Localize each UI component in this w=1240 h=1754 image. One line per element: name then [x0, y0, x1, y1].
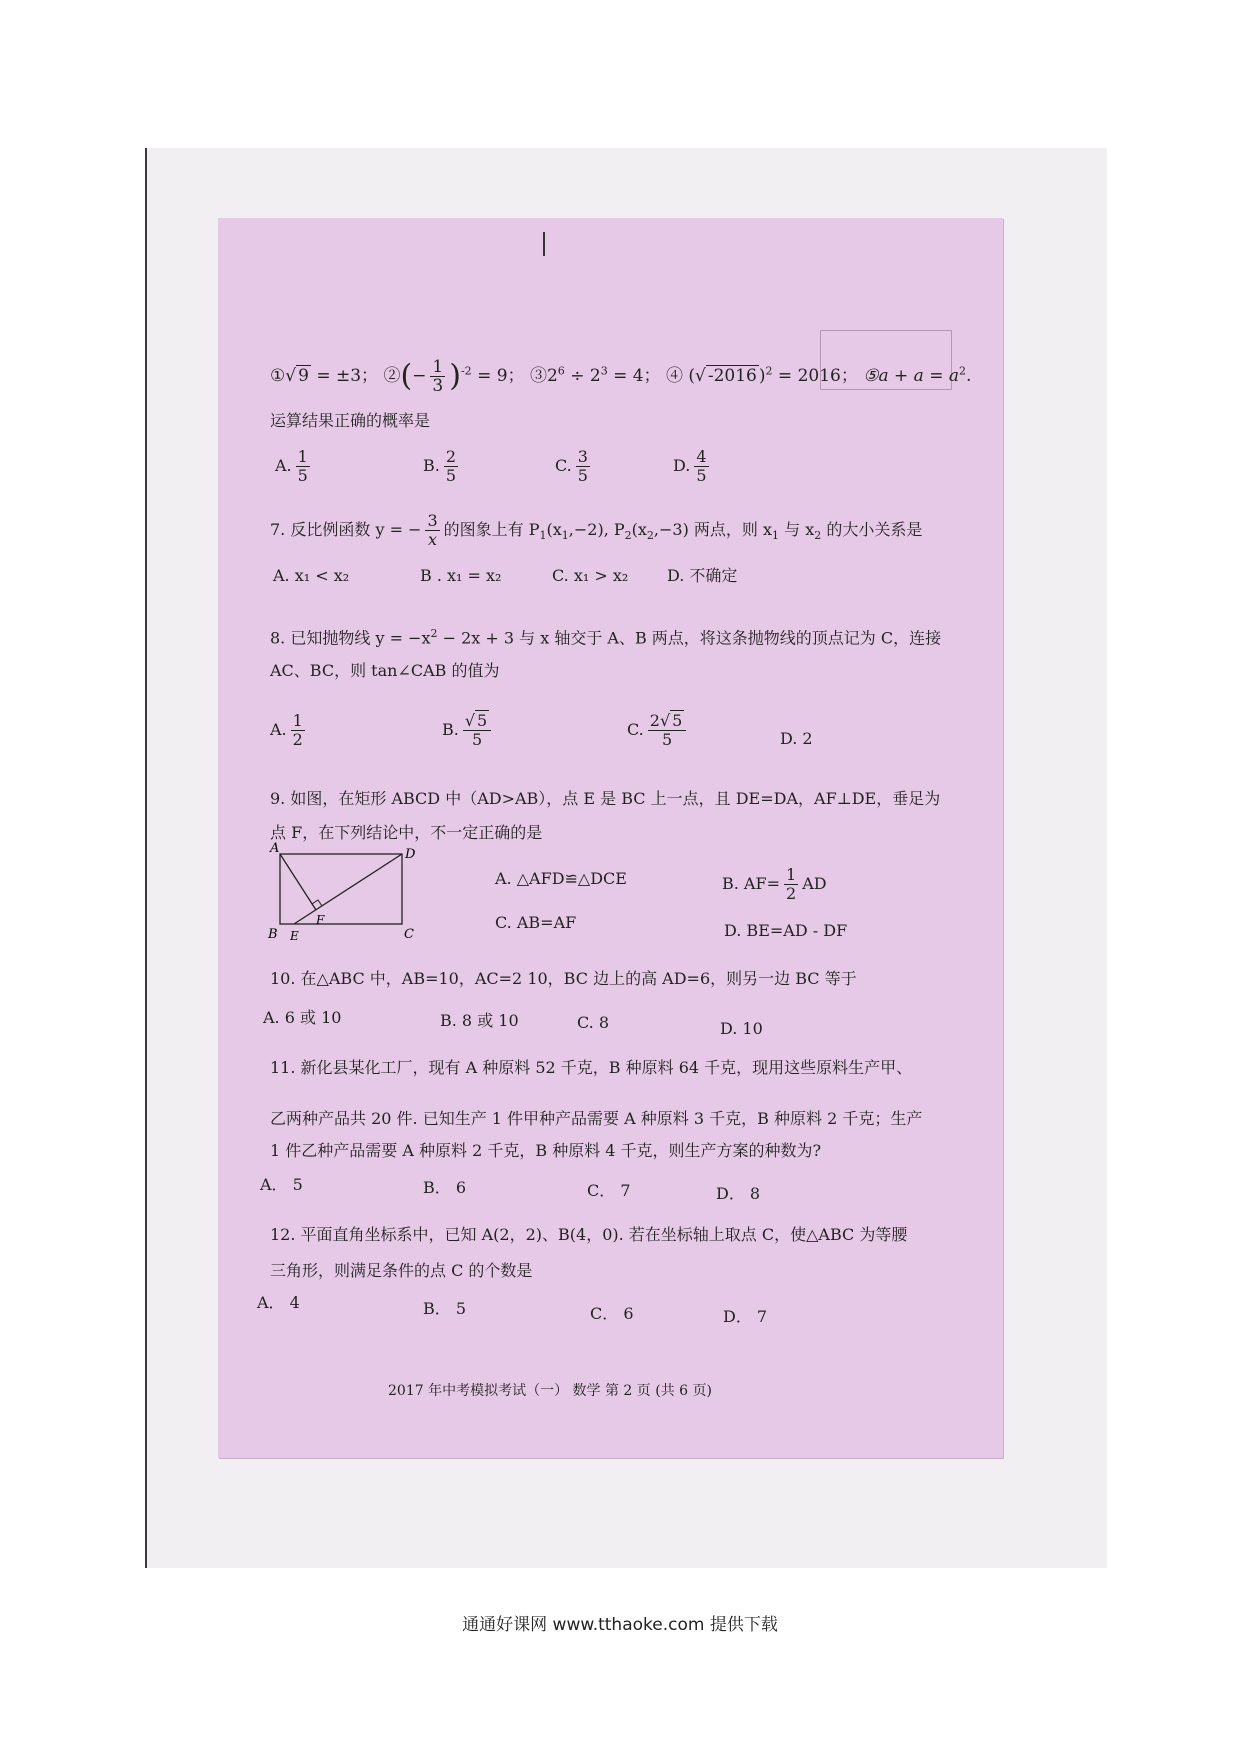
q9-line-2: 点 F，在下列结论中，不一定正确的是 [270, 823, 543, 842]
label-a: A [270, 841, 280, 856]
q8-line-2: AC、BC，则 tan∠CAB 的值为 [270, 661, 500, 680]
q6-question: 运算结果正确的概率是 [270, 411, 431, 430]
label-d: D [405, 847, 416, 862]
q7-question: 7. 反比例函数 y = − $\frac{3}{x}$ 的图象上有 $P_1(x_1,-2)$, $P_2(x_2,-3)$ 两点，则 $x_1$ 与 $x_2$ 的大小关系是 [270, 511, 923, 549]
q9-rectangle-figure [262, 840, 422, 940]
segment-de [294, 854, 402, 924]
q12-option-a: A． 4 [257, 1293, 300, 1312]
q12-line-1: 12. 平面直角坐标系中，已知 A(2，2)、B(4，0). 若在坐标轴上取点 C，使△ABC 为等腰 [270, 1225, 908, 1244]
q12-line-2: 三角形，则满足条件的点 C 的个数是 [270, 1261, 533, 1280]
q11-option-d: D． 8 [716, 1184, 761, 1203]
q8-option-c: C. $\frac{2√ 5}{5}$ [627, 712, 690, 749]
q7-option-a: A. x₁ < x₂ [273, 566, 350, 585]
q9-option-b: B. AF= $\frac{1}{2}$ AD [722, 865, 827, 903]
label-b: B [268, 927, 278, 940]
page-footer: 2017 年中考模拟考试（一） 数学 第 2 页 (共 6 页) [388, 1383, 712, 1399]
q7-option-c: C. x₁ > x₂ [552, 566, 629, 585]
q10-option-d: D. 10 [720, 1019, 763, 1038]
q8-option-a: A. $\frac{1}{2}$ [270, 711, 303, 749]
q6-option-d: D. $\frac{4}{5}$ [673, 447, 707, 485]
q8-line-1: 8. 已知抛物线 $y = -x^2 - 2x + 3$ 与 x 轴交于 A、B 两点，将这条抛物线的顶点记为 C，连接 [270, 627, 942, 648]
q11-option-c: C． 7 [587, 1181, 631, 1200]
q10-option-b: B. 8 或 10 [440, 1011, 519, 1030]
q12-option-d: D． 7 [723, 1307, 768, 1326]
q6-option-b: B. $\frac{2}{5}$ [423, 447, 457, 485]
q9-option-c: C. AB=AF [495, 913, 577, 932]
q10-option-c: C. 8 [577, 1013, 610, 1032]
q9-option-d: D. BE=AD - DF [724, 921, 848, 940]
q11-option-a: A． 5 [260, 1175, 303, 1194]
label-e: E [290, 929, 299, 940]
label-f: F [316, 913, 325, 927]
download-credit: 通通好课网 www.tthaoke.com 提供下载 [462, 1615, 778, 1635]
q7-option-b: B . x₁ = x₂ [420, 566, 502, 585]
fold-mark [543, 232, 545, 256]
q9-line-1: 9. 如图，在矩形 ABCD 中（AD>AB），点 E 是 BC 上一点，且 DE=DA，AF⊥DE，垂足为 [270, 789, 941, 808]
q6-option-c: C. $\frac{3}{5}$ [555, 447, 588, 485]
segment-af [280, 854, 316, 910]
q11-line-3: 1 件乙种产品需要 A 种原料 2 千克，B 种原料 4 千克，则生产方案的种数为? [270, 1141, 822, 1160]
q11-line-2: 乙两种产品共 20 件. 已知生产 1 件甲种产品需要 A 种原料 3 千克，B 种原料 2 千克；生产 [270, 1109, 923, 1128]
q10-question: 10. 在△ABC 中，AB=10，AC=2 10，BC 边上的高 AD=6，则另一边 BC 等于 [270, 969, 857, 988]
q11-option-b: B． 6 [423, 1178, 467, 1197]
label-c: C [404, 927, 414, 940]
q12-option-b: B． 5 [423, 1299, 467, 1318]
rectangle-abcd [280, 854, 402, 924]
q6-option-a: A. $\frac{1}{5}$ [275, 447, 308, 485]
q10-option-a: A. 6 或 10 [263, 1008, 342, 1027]
q6-expression: ①√ 9 = ±3； ②(− $\frac{1}{3}$ )$^{-2}$ = 9； $③2^6 \div 2^3 = 4$； ④ (√ -2016 )$^2$ = 2016； ⑤a + $a = a^2$. [270, 357, 972, 396]
q11-line-1: 11. 新化县某化工厂，现有 A 种原料 52 千克，B 种原料 64 千克，现用这些原料生产甲、 [270, 1058, 913, 1077]
q12-option-c: C． 6 [590, 1304, 634, 1323]
q8-option-d: D. 2 [780, 729, 813, 748]
q9-option-a: A. △AFD≌△DCE [495, 869, 627, 888]
q7-option-d: D. 不确定 [667, 566, 738, 585]
q8-option-b: B. $\frac{√ 5}{5}$ [442, 712, 495, 749]
